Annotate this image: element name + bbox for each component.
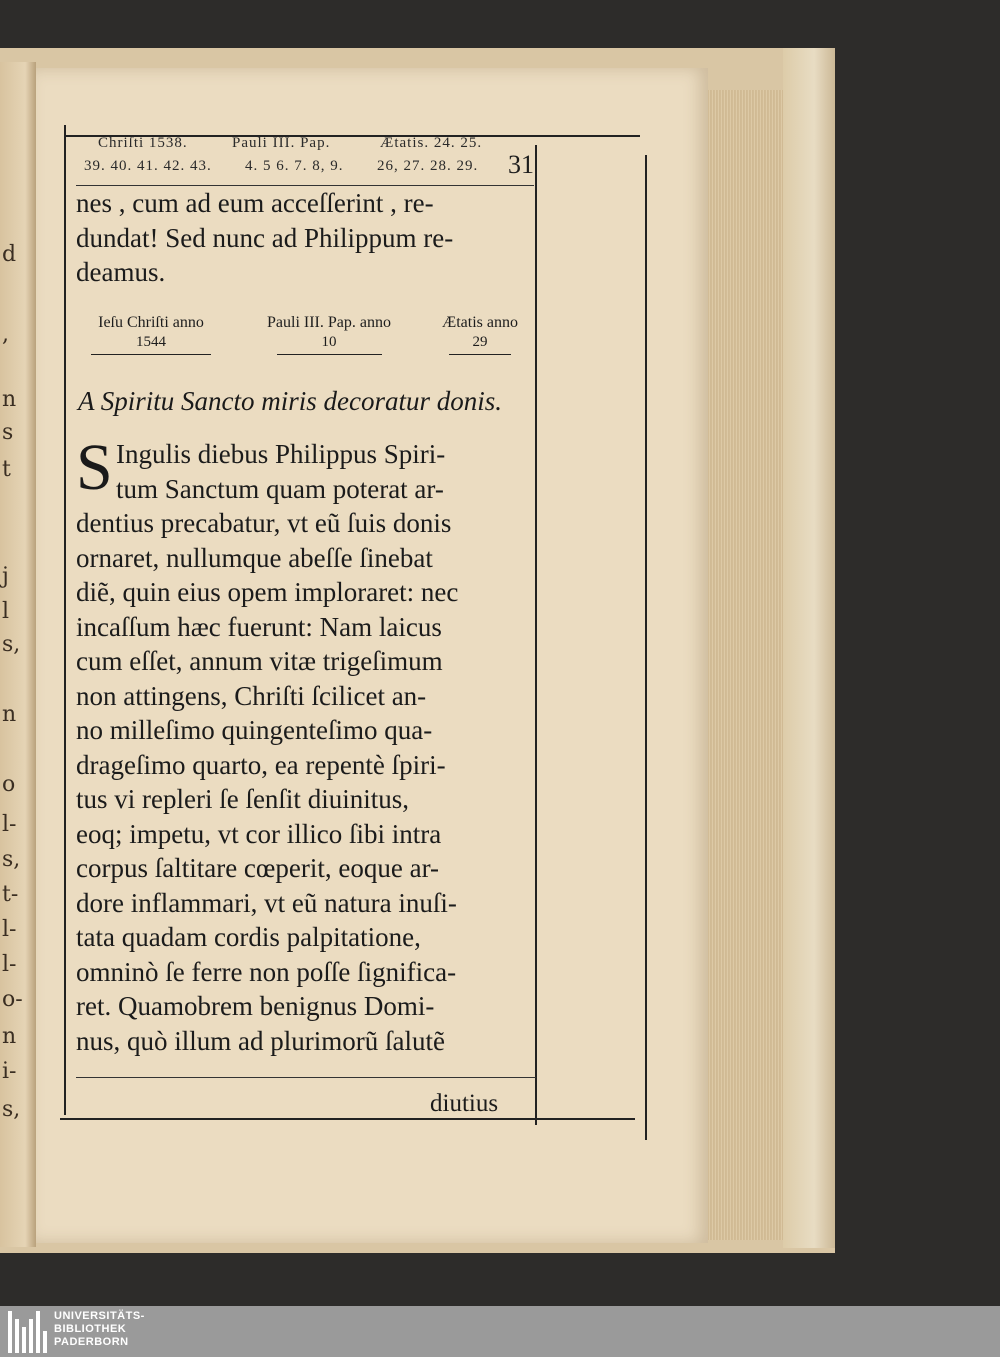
footer-bar bbox=[0, 1306, 1000, 1357]
header-aetatis-years: 26, 27. 28. 29. bbox=[377, 158, 479, 174]
text-line: diẽ, quin eius opem imploraret: nec bbox=[76, 577, 459, 607]
library-name-line: BIBLIOTHEK bbox=[54, 1323, 127, 1335]
left-page-fragment: n bbox=[2, 1024, 17, 1049]
date-label: Pauli III. Pap. anno bbox=[267, 314, 391, 331]
date-value: 29 bbox=[472, 334, 488, 350]
left-page-fragment: t- bbox=[2, 882, 19, 907]
date-rule bbox=[277, 354, 382, 355]
catchword: diutius bbox=[430, 1090, 499, 1117]
text-line: dentius precabatur, vt eũ ſuis donis bbox=[76, 508, 452, 538]
header-christi-years: 39. 40. 41. 42. 43. bbox=[84, 158, 212, 174]
left-page-fragment: d bbox=[2, 242, 17, 267]
text-line: incaſſum hæc fuerunt: Nam laicus bbox=[76, 611, 442, 642]
text-line: corpus ſaltitare cœperit, eoque ar- bbox=[76, 853, 440, 883]
header-pauli: Pauli III. Pap. bbox=[232, 135, 331, 151]
text-line: eoq; impetu, vt cor illico ſibi intra bbox=[76, 818, 442, 849]
text-line: Ingulis diebus Philippus Spiri- bbox=[116, 439, 446, 469]
date-table bbox=[76, 314, 536, 374]
bottom-rule bbox=[76, 1077, 536, 1078]
main-paragraph bbox=[76, 431, 536, 1058]
left-page-fragment: l- bbox=[2, 917, 17, 942]
text-line: ornaret, nullumque abeſſe ſinebat bbox=[76, 542, 433, 573]
frame-rule-bottom bbox=[60, 1118, 635, 1120]
drop-capital: S bbox=[76, 431, 113, 504]
header-aetatis: Ætatis. 24. 25. bbox=[380, 135, 483, 151]
page-number: 31 bbox=[508, 150, 534, 179]
frame-rule-left bbox=[64, 125, 66, 1115]
text-line: tum Sanctum quam poterat ar- bbox=[116, 473, 444, 504]
header-pauli-years: 4. 5 6. 7. 8, 9. bbox=[245, 158, 344, 174]
text-line: cum eſſet, annum vitæ trigeſimum bbox=[76, 646, 443, 676]
left-page-fragment: n bbox=[2, 702, 17, 727]
frame-rule-right bbox=[645, 155, 647, 1140]
left-page-fragment: n bbox=[2, 387, 17, 412]
left-page-fragment: i- bbox=[2, 1059, 17, 1084]
text-line: nus, quò illum ad plurimorũ ſalutẽ bbox=[76, 1025, 445, 1056]
left-page-edge bbox=[0, 62, 36, 1247]
left-page-fragment: s bbox=[2, 420, 14, 445]
header-christi: Chriſti 1538. bbox=[98, 135, 188, 151]
text-line: tus vi repleri ſe ſenſit diuinitus, bbox=[76, 784, 409, 814]
left-page-fragment: o- bbox=[2, 987, 23, 1012]
library-name-line: UNIVERSITÄTS- bbox=[54, 1310, 145, 1322]
left-page-fragment: o bbox=[2, 772, 16, 797]
date-label: Ætatis anno bbox=[442, 314, 518, 331]
date-value: 10 bbox=[321, 334, 337, 350]
date-rule bbox=[91, 354, 211, 355]
date-label: Ieſu Chriſti anno bbox=[98, 314, 204, 331]
left-page-fragment: s, bbox=[2, 632, 21, 657]
paragraph-continuation bbox=[76, 186, 536, 290]
left-page-fragment: l bbox=[2, 599, 10, 624]
section-heading: A Spiritu Sancto miris decoratur donis. bbox=[78, 386, 503, 416]
library-name-line: PADERBORN bbox=[54, 1336, 129, 1348]
text-line: deamus. bbox=[76, 257, 166, 287]
date-value: 1544 bbox=[136, 334, 166, 350]
library-name bbox=[54, 1310, 145, 1349]
date-col-christi bbox=[76, 314, 226, 355]
left-page-fragment: l- bbox=[2, 812, 17, 837]
text-line: nes , cum ad eum acceſſerint , re- bbox=[76, 188, 434, 218]
left-page-fragment: s, bbox=[2, 1097, 21, 1122]
text-line: tata quadam cordis palpitatione, bbox=[76, 922, 421, 952]
left-page-fragment: j bbox=[2, 564, 9, 589]
text-line: omninò ſe ferre non poſſe ſignifica- bbox=[76, 956, 457, 987]
left-page-fragment: s, bbox=[2, 847, 21, 872]
text-line: no milleſimo quingenteſimo qua- bbox=[76, 715, 433, 745]
date-col-aetatis bbox=[424, 314, 536, 355]
page-edges bbox=[708, 90, 783, 1240]
text-line: drageſimo quarto, ea repentè ſpiri- bbox=[76, 749, 446, 780]
left-page-fragment: l- bbox=[2, 952, 17, 977]
left-page-fragment: t bbox=[2, 457, 11, 482]
date-col-pauli bbox=[244, 314, 414, 355]
vellum-cover bbox=[783, 48, 835, 1248]
library-logo-icon bbox=[8, 1311, 48, 1353]
text-line: non attingens, Chriſti ſcilicet an- bbox=[76, 680, 427, 711]
left-page-fragment: , bbox=[2, 322, 9, 347]
text-line: dundat! Sed nunc ad Philippum re- bbox=[76, 222, 454, 253]
text-line: dore inflammari, vt eũ natura inuſi- bbox=[76, 887, 457, 918]
text-line: ret. Quamobrem benignus Domi- bbox=[76, 991, 435, 1021]
date-rule bbox=[449, 354, 511, 355]
